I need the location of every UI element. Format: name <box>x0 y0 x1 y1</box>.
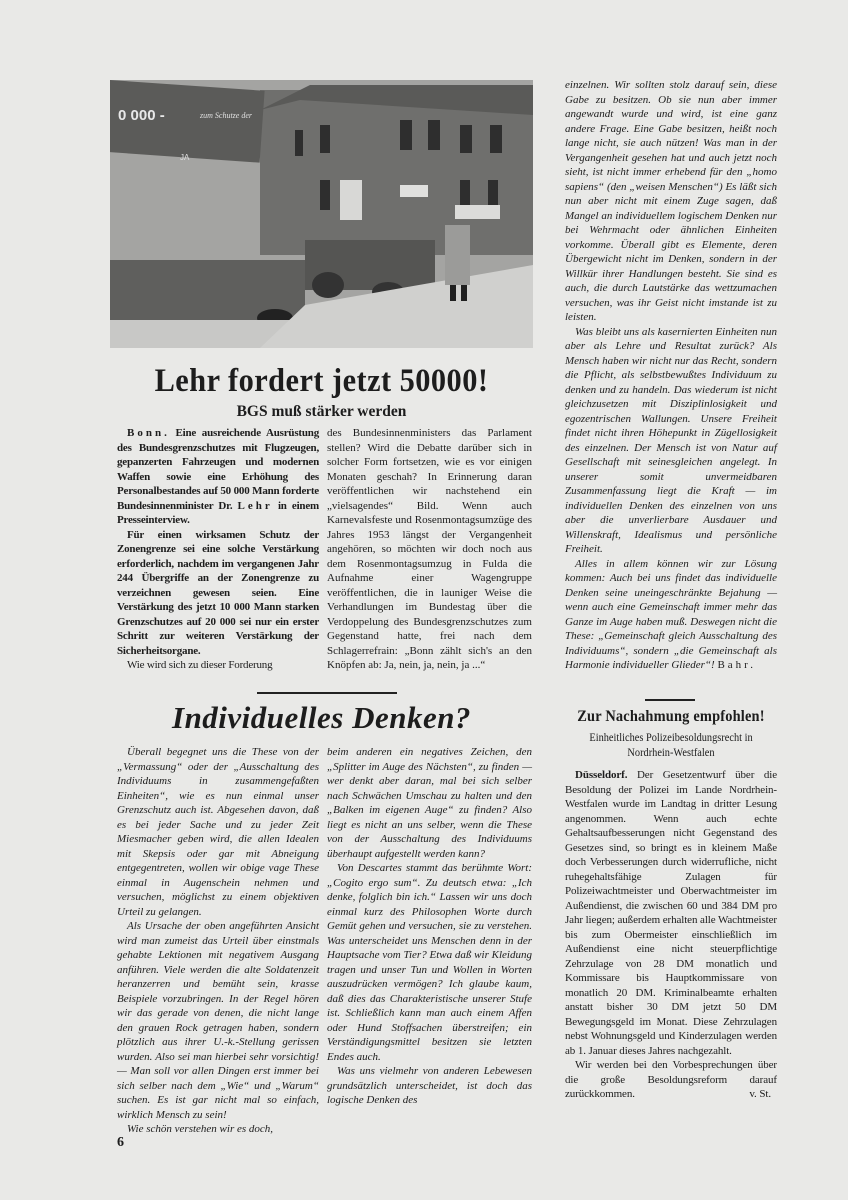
article2-paragraph: einzelnen. Wir sollten stolz darauf sein, diese Gabe zu besitzen. Ob sie nun aber immer angewandt wurde und wird, ist eine ganz andere Frage. Eine Gabe besitzen, heißt noch lange nicht, sie auch nützen! Was man in der Vergangenheit gesehen hat und auch jetzt noch sieht, ist nicht immer erhebend für den „homo sapiens“ (den „weisen Menschen“) Es läßt sich nun aber nicht mit einem Zuge sagen, daß Mangel an individuellem logischem Denken nur bei Wehrmacht oder ähnlichen Einheiten vorkomme. Überall gibt es Elemente, deren Übergewicht nicht im Denken, sondern in der Willkür ihrer Handlungen besteht. Sie sind es auch, die durch Lautstärke das wettzumachen versuchen, was ihr Geist nicht imstande ist zu leisten. <box>565 79 777 323</box>
article2-column-1 <box>117 745 319 1137</box>
article2-paragraph: Was uns vielmehr von anderen Lebewesen grundsätzlich unterscheidet, ist doch das logische Denken des <box>327 1065 532 1106</box>
subhead-polizeibesoldung <box>567 731 776 761</box>
photo-sign-ja: JA <box>180 153 190 162</box>
article3-text: Der Gesetzentwurf über die Besoldung der Polizei im Lande Nordrhein-Westfalen wurde im Landtag in dritter Lesung angenommen. Wenn auch echte Gehaltsaufbesserungen nicht Gegenstand des Gesetzes sind, so bringt es in kleinem Maße doch Verbesserungen durch widerrufliche, nicht ruhegehaltsfähige Zulagen für Polizeiwachtmeister und Oberwachtmeister im Außendienst, die zwischen 60 und 384 DM pro Jahr liegen; außerdem erhalten alle Wachtmeister bis zum Obermeister einschließlich im Außendienst eine nicht steuerpflichtige Zehrzulage von 28 DM monatlich und Kommissare bis Hauptkommissare von monatlich 20 DM. Kriminalbeamte erhalten anstatt bisher 30 DM jetzt 50 DM Bewegungsgeld im Monat. Diese Zehrzulagen nebst Wohnungsgeld und Kinderzulagen werden ab 1. Januar dieses Jahres nachgezahlt. <box>565 769 777 1057</box>
article1-text: Eine ausreichende Ausrüstung des Bundesgrenzschutzes mit Flugzeugen, gepanzerten Fahrzeugen und modernen Waffen sowie eine Erhöhung des Personalbestandes auf 50 000 Mann forderte Bundesinnenminister Dr. <box>117 427 319 512</box>
article2-paragraph: Von Descartes stammt das berühmte Wort: „Cogito ergo sum“. Zu deutsch etwa: „Ich denke, folglich bin ich.“ Lassen wir uns doch einmal kurz des Philosophen Worte durch Gemüt gehen und versuchen, sie zu verstehen. Was unterscheidet uns Menschen denn in der Hauptsache vom Tier? Etwa daß wir Kleidung tragen und unser Tun und Wollen in Worten auszudrücken vermögen? Ich glaube kaum, daß dies das Charakteristische unserer Stufe ist. Schließlich kann man auch einem Affen oder Hund Stoffsachen überstreifen; ein Verständigungsmittel besitzen sie letzten Endes auch. <box>327 862 532 1063</box>
divider-rule <box>257 692 397 694</box>
news-photo-parade-float <box>110 80 533 348</box>
article3-text: Wir werden bei den Vorbesprechungen über die große Besoldungsreform darauf zurückkommen. <box>565 1059 777 1100</box>
article1-column-2 <box>327 426 532 673</box>
headline-lehr: Lehr fordert jetzt 50000! <box>154 363 489 399</box>
article1-column-1 <box>117 426 319 673</box>
article2-paragraph: beim anderen ein negatives Zeichen, den „Splitter im Auge des Nächsten“, zu finden — wer denkt aber daran, mal bei sich selber nach Schwächen Umschau zu halten und den „Balken im eigenen Auge“ zu finden? Also liegt es nicht an uns selber, wenn die These von der Ausschaltung des Individuums überhaupt aufgestellt werden kann? <box>327 746 532 860</box>
article2-column-2 <box>327 745 532 1108</box>
photo-image <box>110 80 533 348</box>
article1-paragraph: Für einen wirksamen Schutz der Zonengrenze sei eine solche Verstärkung erforderlich, nachdem im vergangenen Jahr 244 Übergriffe an der Zonengrenze zu verzeichnen gewesen seien. Eine Verstärkung des jetzt 10 000 Mann starken Grenzschutzes auf 20 000 sei nur ein erster Schritt zur weiteren Verstärkung der Sicherheitsorgane. <box>117 528 319 657</box>
article2-paragraph: Als Ursache der oben angeführten Ansicht wird man zumeist das Urteil über einstmals gehabte Lektionen mit negativem Ausgang anführen. Viele werden die alte Soldatenzeit heranzerren und bemüht sein, krasse Beispiele vorzubringen. In der Regel hören wir das gerade von denen, die nicht lange den grauen Rock getragen haben, sondern plötzlich aus ihrer U.-k.-Stellung gerissen wurden. Also sei man hierbei sehr vorsichtig! — Man soll vor allen Dingen erst immer bei sich selber nach dem „Wie“ und „Warum“ suchen. Es ist gar nicht mal so einfach, wirklich Mensch zu sein! <box>117 920 319 1121</box>
author-v-st: v. St. <box>749 1088 771 1100</box>
dateline-bonn: Bonn. <box>127 427 170 439</box>
author-bahr: Bahr. <box>717 659 756 671</box>
article2-paragraph: Überall begegnet uns die These von der „Vermassung“ oder der „Ausschaltung des Individuums in zusammengefaßten Einheiten“, wie es nun einmal unser Grenzschutz auch ist. Abgesehen davon, daß es bei jeder Sache und zu jeder Zeit Miesmacher geben wird, die allen Idealen mit Skepsis oder gar mit Abneigung entgegentreten, wollen wir obige vage These einmal in Augenschein nehmen und versuchen, möglichst zu einem objektiven Urteil zu gelangen. <box>117 746 319 918</box>
article3-body <box>565 768 777 1102</box>
photo-sign-number: 0 000 - <box>118 107 165 124</box>
name-lehr: Lehr <box>237 499 273 512</box>
dateline-duesseldorf: Düsseldorf. <box>575 769 628 781</box>
subhead-line-2: Nordrhein-Westfalen <box>627 747 715 759</box>
subhead-bgs: BGS muß stärker werden <box>236 403 407 420</box>
headline-nachahmung: Zur Nachahmung empfohlen! <box>577 708 765 725</box>
photo-sign-text: zum Schutze der <box>200 111 252 120</box>
article1-paragraph: Wie wird sich zu dieser Forderung <box>127 659 273 671</box>
article2-paragraph: Wie schön verstehen wir es doch, <box>127 1123 274 1135</box>
headline-individuelles-denken: Individuelles Denken? <box>172 700 471 735</box>
article2-paragraph: Was bleibt uns als kasernierten Einheiten nun aber als Lehre und Resultat zurück? Als Mensch haben wir nicht nur das Recht, sondern die Pflicht, als selbstbewußtes Individuum zu denken und zu handeln. Das wiederum ist nicht gleichzusetzen mit Disziplinlosigkeit und egozentrischen Wallungen. Unsere Freiheit findet nicht ihren Höhepunkt in Zügellosigkeit des einzelnen. Der Mensch ist von Natur auf Gesellschaft mit seinesgleichen angelegt. In unserer somit unvermeidbaren Zusammenfassung liegt die Kraft — im individuellen Denken des einzelnen von uns aber die unverlierbare Ausdauer und Willenskraft, Idealismus und persönliche Freiheit. <box>565 325 777 555</box>
article2-column-3 <box>565 78 777 673</box>
article2-text: Alles in allem können wir zur Lösung kommen: Auch bei uns findet das individuelle Denken seine uneingeschränkte Bejahung — wenn auch eine Gemeinschaft immer mehr das Ganze im Auge haben muß. Deswegen nicht die These: „Gemeinschaft gleich Ausschaltung des Individuums“, sondern „die Gemeinschaft als Harmonie individueller Glieder“! <box>565 557 777 671</box>
divider-rule-small <box>645 699 695 701</box>
page-number: 6 <box>117 1135 124 1150</box>
article1-paragraph: des Bundesinnenministers das Parlament stellen? Wird die Debatte darüber sich in solcher Form fortsetzen, wie es vor einigen Monaten geschah? In Erinnerung daran veröffentlichen wir nachstehend ein „vielsagendes“ Bild. Wenn auch Karnevalsfeste und Rosenmontagsumzüge des Jahres 1953 längst der Vergangenheit angehören, so möchten wir doch noch aus dem Rosenmontagsumzug in Fulda die Aufnahme einer Wagengruppe veröffentlichen, die in launiger Weise die Verhandlungen im Bundestag über die Verdoppelung des Bundesgrenzschutzes zum Gegenstand hatte, frei nach dem Schlagerrefrain: „Bonn zählt sich's an den Knöpfen ab: Ja, nein, ja, nein, ja ...“ <box>327 427 532 671</box>
article1-text: in einem Presseinterview. <box>117 499 319 526</box>
subhead-line-1: Einheitliches Polizeibesoldungsrecht in <box>589 732 753 744</box>
